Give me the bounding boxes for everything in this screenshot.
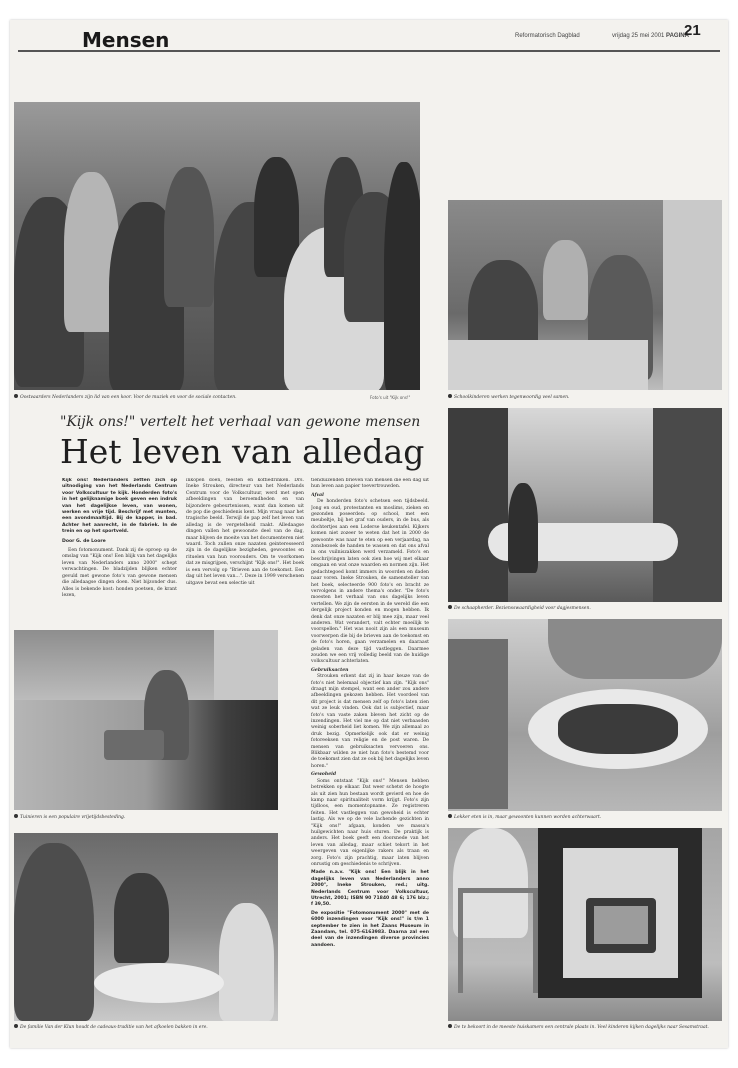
shepherd-photo <box>448 408 722 602</box>
article-paragraph: tienduizenden brieven van mensen die een dag uit hun leven aan papier toevertrouwden. <box>311 478 429 490</box>
tv-caption: De tv bekoort in de meeste huiskamers een centrale plaats in. Veel kinderen kijken dagelijks naar Sesamstraat. <box>448 1024 722 1030</box>
article-lead: Kijk ons! Nederlanders zetten zich op uitnodiging van het Nederlands Centrum voor Volkscultuur te kijk. Honderden foto's in het gelijknamige boek geven een indruk van het dagelijkse leven, van wonen, werken en vrije tijd. Beschrijf met munten, een avondmaaltijd. Bij de kapper, in bad. Achter het aanrecht, in de fabriek. In de trein en op het sportveld. <box>62 478 177 535</box>
article-paragraph: De honderden foto's schetsen een tijdsbeeld. Jong en oud, protestanten en moslims, zieken en gezonden poseerden: op school, met een meubeltje, bij het graf van ouders, in de bus, als dochtertjes aan een Loderse keukentafel. Kijkers komen niet zozeer te weten dat het in 2000 de gewoonte was naar te eten op een verjaardag, na zonsbezoek de handen te wassen en dat ons afval in ons vuilniszakken werd verzameld. Foto's en beschrijvingen laten ook zien hoe wij met elkaar omgaan en wat onze waarden en normen zijn. Het gedachtegoed komt immers in woorden en daden naar voren. Ineke Strouken, de samensteller van het boek, selecteerde 900 foto's en bracht ze vervolgens in andere thema's onder. "De foto's moesten het verhaal van ons dagelijks leven vertellen. We zijn de eersten in de wereld die een dergelijk project konden en mogen hebben. Ik denk dat onze nazaten er blij mee zijn, maar veel anderen. Wat verandert, valt echter moeilijk te voorspellen." Het was nooit zijn als een museum voorwerpen die bij de brieven aan de toekomst en de foto's horen, gaan verzamelen en daaraast geladen van deze tijd vastleggen. Daarmee zouden we een vrij volledig beeld van de huidige volkscultuur achterlaten. <box>311 499 429 665</box>
book-info: Made n.a.v. "Kijk ons! Een blijk in het dagelijks leven van Nederlanders anno 2000", Ineke Strouken, red.; uitg. Nederlands Centrum voor Volkscultuur, Utrecht, 2001; ISBN 90 71840 48 6; 176 blz.; f 39,50. <box>311 870 429 908</box>
article-paragraph: Een fotomonument. Dank zij de oproep op de omslag van "Kijk ons! Een blijk van het dagelijks leven van Nederlanders anno 2000" schept verwachtingen. De bladzijden blijken echter gevuld met gewone foto's van gewone mensen die alledaagse dingen doen. Niet bijzonder dus. Alles is bekende kost: honden poetsen, de krant lezen, <box>62 548 177 598</box>
article-headline: Het leven van alledag <box>60 432 425 471</box>
page-number: 21 <box>684 22 701 39</box>
subheading-afval: Afval <box>311 492 324 498</box>
bullet-dot-icon <box>448 394 452 398</box>
classroom-photo <box>448 200 722 390</box>
article-column-3 <box>311 478 429 978</box>
food-photo <box>448 619 722 811</box>
shepherd-caption: De schaapherder. Beziensswaardigheid voor dagjesmensen. <box>448 605 722 611</box>
kitchen-caption: De familie Van der Klun houdt de cadeaus-traditie van het afkoelen bakken in ere. <box>14 1024 278 1030</box>
kitchen-photo <box>14 833 278 1021</box>
choir-caption: Oostvaarders Nederlanders zijn lid van een koor. Voor de muziek en voor de sociale contacten. <box>14 394 314 400</box>
exhibition-info: De expositie "Fotomonument 2000" met de 6000 inzendingen voor "Kijk ons!" is t/m 1 september te zien in het Zaans Museum in Zaandam, tel. 075-6163983. Daarna zal een deel van de inzendingen diverse provincies aandoen. <box>311 910 429 948</box>
article-kicker: "Kijk ons!" vertelt het verhaal van gewone mensen <box>60 414 421 430</box>
section-title: Mensen <box>82 28 170 52</box>
article-byline: Door G. de Loore <box>62 538 106 544</box>
photo-credit: Foto's uit "Kijk ons!" <box>370 395 411 400</box>
article-paragraph: Soms ontstaat "Kijk ons!" Mensen hebben betrekken op elkaar. Dat weer schetst de hoogte als uit zien hun bestaan wordt gevierd en hoe de kamp naar spiritualiteit vorm krijgt. Foto's zijn tijdloos, een momentopname. Ze registreren feiten. Het vastleggen van gewoheid is echter lastig. Als we op de vele lachende gezichten in "Kijk ons!" afgaan, konden we massa's huilgewichten naar huis sturen. De praktijk is anders. Het boek geeft een doorsnede van het leven van alledag, maar schiet tekort in het weergeven van eigenlijke rakers als traan en zorg. Foto's zijn prachtig, maar laten blijven onrustig om geschiedenis te schrijven. <box>311 778 429 867</box>
choir-photo <box>14 102 420 390</box>
subheading-gewoheid: Gewoheid <box>311 772 337 778</box>
article-column-1 <box>62 478 177 618</box>
issue-date: vrijdag 25 mei 2001 PAGINA <box>612 33 689 39</box>
subheading-gebruiksacten: Gebruiksacten <box>311 667 349 673</box>
tv-photo <box>448 828 722 1021</box>
bullet-dot-icon <box>448 605 452 609</box>
bullet-dot-icon <box>448 1024 452 1028</box>
article-paragraph: Strouken erkent dat zij in haar keuze van de foto's niet helemaal objectief kan zijn. "Kijk ons" draagt mijn stempel, want een ander zou andere afbeeldingen gekozen hebben. Het voordeel van dit project is dat mensen zelf op foto's laten zien wat ze leuk vinden. Ook dat is subjectief, maar foto's van vaste zaken bleven het zicht op de inzendingen. Het viel me op dat niet verbaasden weinig soberheid liet komen. We zijn allemaal zo druk bezig. Opmerkelijk ook dat er weinig fotoreeksen van religie en de post waren. De mensen van gebruiksacten vervoeren ons. Blikbaar wilden ze niet hun foto's bestemd voor de toekomst zien dat ze ook bij het dagelijks leven horen." <box>311 674 429 769</box>
header-rule <box>18 50 720 52</box>
garden-photo <box>14 630 278 810</box>
article-paragraph: inkopen doen, feesten en koffiedrinken. Drs. Ineke Strouken, directeur van het Nederlands Centrum voor de Volkscultuur, werd met open afbeeldingen van beroemdheden en van bijzondere gebeurtenissen, want dan komen uit de pop die geschiedenis kent. Mijn vraag naar het tragische beeld. Terwijl de pap zelf het leven van alledag is de vergetelheid raakt. Alledaagse dingen vallen het gewoonste deel van de dag, maar blijven de moeite van het documenteren niet waard. Toch zullen onze nazaten geinteresseerd zijn in de dagelijkse bezigheden, gewoontes en rituelen van hun voorouders. Om te voorkomen dat ze misgrijpen, verschijnt "Kijk ons!". Het boek is een vervolg op "Brieven aan de toekomst. Een dag uit het leven van...". Deze in 1999 verschenen uitgave bevat een selectie uit <box>186 478 304 586</box>
newspaper-name: Reformatorisch Dagblad <box>515 33 580 39</box>
garden-caption: Tuinieren is een populaire vrijetijdsbesteding. <box>14 814 278 820</box>
bullet-dot-icon <box>448 814 452 818</box>
food-caption: Lekker eten is in, maar gewoonten kunnen worden achterwaart. <box>448 814 722 820</box>
article-column-2 <box>186 478 304 618</box>
bullet-dot-icon <box>14 1024 18 1028</box>
classroom-caption: Schoolkinderen werken tegenwoordig veel samen. <box>448 394 722 400</box>
bullet-dot-icon <box>14 814 18 818</box>
bullet-dot-icon <box>14 394 18 398</box>
